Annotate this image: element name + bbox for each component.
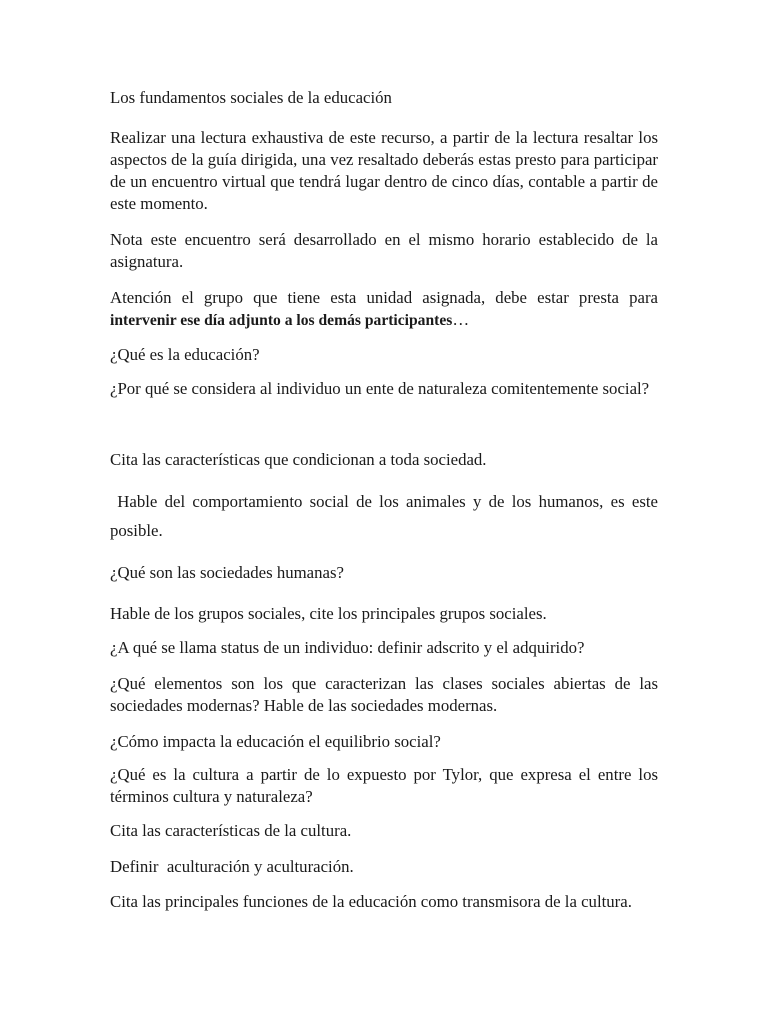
question-item: Cita las principales funciones de la educación como transmisora de la cultura. — [110, 892, 632, 911]
question-item: Cita las características de la cultura. — [110, 821, 352, 840]
question-item: Hable de los grupos sociales, cite los principales grupos sociales. — [110, 604, 547, 623]
attention-paragraph — [110, 287, 658, 332]
question-item: Hable del comportamiento social de los animales y de los humanos, es este posible. — [110, 492, 663, 540]
question-item: ¿Qué elementos son los que caracterizan las clases sociales abiertas de las sociedades modernas? Hable de las sociedades modernas. — [110, 674, 658, 715]
document-title: Los fundamentos sociales de la educación — [110, 88, 392, 107]
attention-text: Atención el grupo que tiene esta unidad asignada, debe estar presta para — [110, 288, 658, 307]
question-item: ¿A qué se llama status de un individuo: definir adscrito y el adquirido? — [110, 638, 585, 657]
question-item: Definir aculturación y aculturación. — [110, 857, 354, 876]
question-item: ¿Qué es la educación? — [110, 345, 260, 364]
question-item: ¿Cómo impacta la educación el equilibrio social? — [110, 732, 441, 751]
question-item: ¿Por qué se considera al individuo un ente de naturaleza comitentemente social? — [110, 379, 650, 398]
note-paragraph: Nota este encuentro será desarrollado en el mismo horario establecido de la asignatura. — [110, 230, 658, 271]
question-item: ¿Qué son las sociedades humanas? — [110, 563, 344, 582]
question-item: Cita las características que condicionan a toda sociedad. — [110, 450, 487, 469]
attention-ellipsis: … — [452, 310, 470, 329]
question-item: ¿Qué es la cultura a partir de lo expuesto por Tylor, que expresa el entre los términos cultura y naturaleza? — [110, 765, 658, 806]
attention-bold-text: intervenir ese día adjunto a los demás participantes — [110, 312, 453, 329]
intro-paragraph: Realizar una lectura exhaustiva de este recurso, a partir de la lectura resaltar los aspectos de la guía dirigida, una vez resaltado deberás estas presto para participar de un encuentro virtual que tendrá lugar dentro de cinco días, contable a partir de este momento. — [110, 128, 658, 213]
